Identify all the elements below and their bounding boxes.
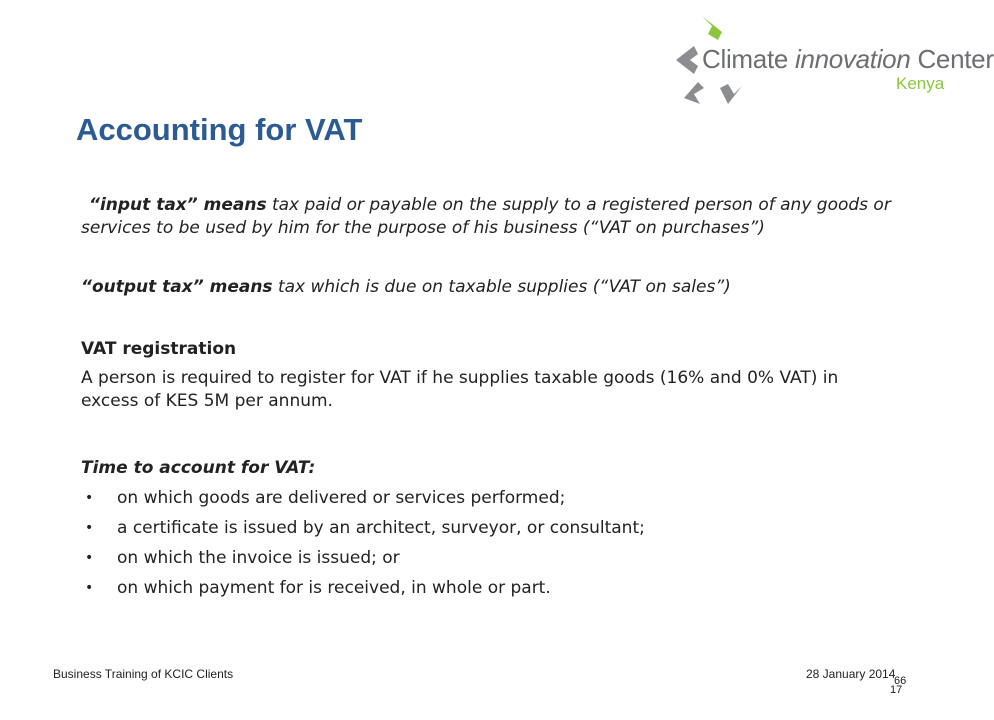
logo-sub: Kenya (896, 74, 945, 93)
bullet-icon: • (85, 550, 94, 566)
list-item: • on which goods are delivered or services performed; (85, 488, 566, 508)
output-tax-definition (81, 276, 891, 299)
list-item: • on which payment for is received, in whole or part. (85, 578, 551, 598)
logo-name: Climate innovation Center (702, 44, 994, 74)
registration-heading: VAT registration (81, 339, 237, 359)
bullet-icon: • (85, 520, 94, 536)
time-heading: Time to account for VAT: (81, 458, 316, 478)
kcic-logo (672, 12, 994, 107)
slide-title: Accounting for VAT (76, 112, 363, 147)
page-number: 17 (890, 684, 903, 696)
output-tax-text: tax which is due on taxable supplies (“VAT on sales”) (272, 277, 731, 297)
list-item: • on which the invoice is issued; or (85, 548, 400, 568)
footer-course: Business Training of KCIC Clients (53, 667, 234, 681)
time-bullet-list (81, 487, 645, 607)
registration-text: A person is required to register for VAT if he supplies taxable goods (16% and 0% VAT) in excess of KES 5M per annum. (81, 368, 839, 411)
output-tax-term: “output tax” means (81, 277, 273, 297)
footer-date: 28 January 2014 (806, 667, 896, 681)
list-item: • a certificate is issued by an architect, surveyor, or consultant; (85, 518, 645, 538)
slide-number: 66 (894, 675, 907, 687)
input-tax-term: “input tax” means (89, 195, 267, 215)
input-tax-text: tax paid or payable on the supply to a registered person of any goods or services to be used by him for the purpose of his business (“VAT on purchases”) (81, 195, 891, 238)
bullet-icon: • (85, 580, 94, 596)
bullet-icon: • (85, 490, 94, 506)
input-tax-definition (81, 194, 891, 240)
